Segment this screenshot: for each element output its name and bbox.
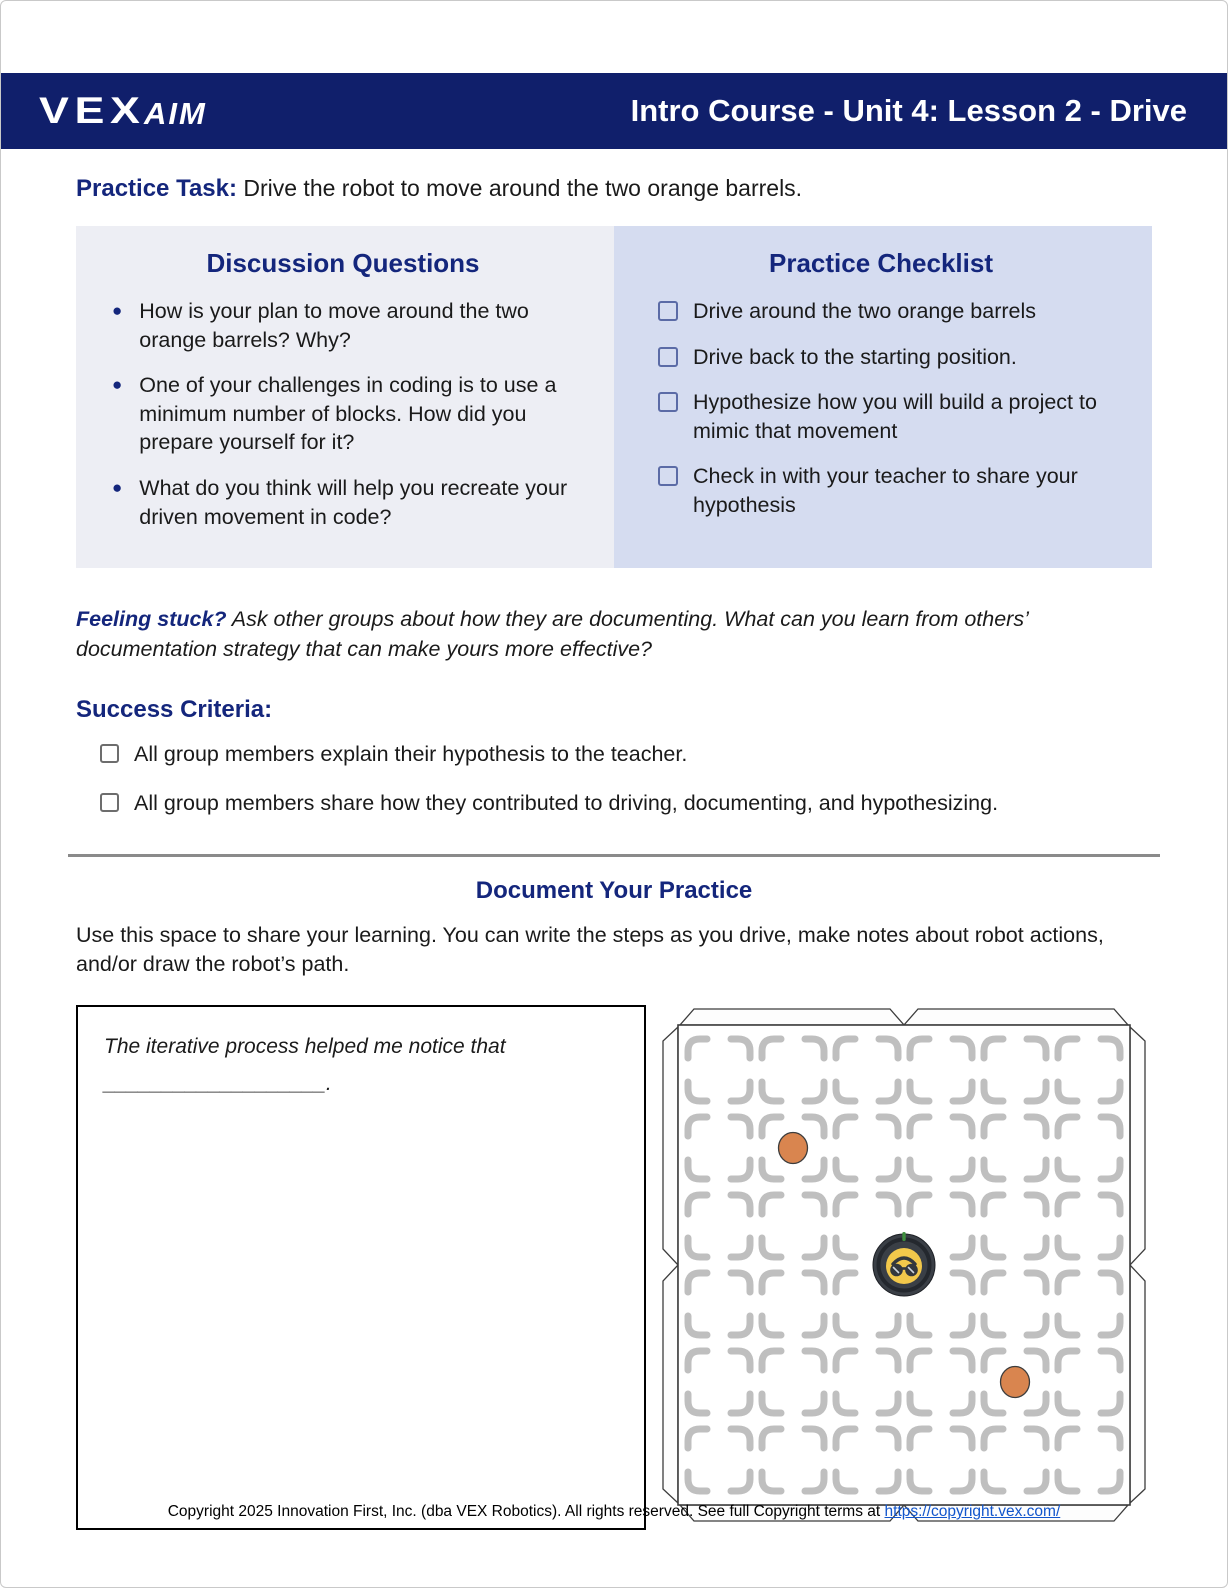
note-prompt-blank: ___________________. [104,1071,332,1095]
vex-logo-text: VEX [39,90,146,131]
practice-checklist-list [636,297,1126,520]
vex-aim-logo [39,89,207,134]
practice-task-label: Practice Task: [76,175,237,202]
bullet-icon [112,474,122,531]
discussion-question-text: How is your plan to move around the two orange barrels? Why? [139,299,529,352]
checklist-item-text: Hypothesize how you will build a project to mimic that movement [693,390,1097,443]
practice-task [76,175,1152,203]
checklist-item-text: Drive back to the starting position. [693,344,1017,369]
practice-task-text: Drive the robot to move around the two orange barrels. [243,175,803,201]
panels-row [76,226,1152,568]
checkbox-icon[interactable] [100,744,119,763]
discussion-questions-panel [76,226,614,568]
discussion-question-text: One of your challenges in coding is to use a minimum number of blocks. How did you prepare yourself for it? [139,373,557,455]
checkbox-icon[interactable] [658,392,678,412]
success-criteria-title: Success Criteria: [76,696,273,724]
header-bar [1,73,1227,149]
discussion-question-text: What do you think will help you recreate your driven movement in code? [139,475,568,529]
success-criteria-item [100,740,1152,769]
copyright-footer [1,1503,1227,1521]
success-criteria-item [100,789,1152,818]
success-criteria-text: All group members share how they contributed to driving, documenting, and hypothesizing. [134,790,999,815]
practice-checklist-panel [614,226,1152,568]
bullet-icon [112,371,122,457]
feeling-stuck-text: Ask other groups about how they are documenting. What can you learn from others’ documentation strategy that can make yours more effective? [76,607,1028,662]
checkbox-icon[interactable] [658,466,678,486]
discussion-questions-list [98,297,588,531]
documentation-row [76,1005,1152,1530]
success-criteria-list [76,740,1152,817]
checkbox-icon[interactable] [100,793,119,812]
discussion-question-item [112,474,588,531]
notes-writing-box[interactable] [76,1005,646,1530]
document-your-practice-intro: Use this space to share your learning. You can write the steps as you drive, make notes about robot actions, and/or draw the robot’s path. [76,922,1104,977]
checklist-item [658,462,1126,519]
field-diagram [659,1005,1149,1530]
vex-field-illustration [659,1005,1149,1525]
checklist-item [658,297,1126,326]
feeling-stuck-note [76,604,1152,664]
copyright-link[interactable]: https://copyright.vex.com/ [884,1503,1061,1520]
checkbox-icon[interactable] [658,347,678,367]
checklist-item-text: Drive around the two orange barrels [693,299,1036,323]
section-divider [68,854,1160,857]
feeling-stuck-label: Feeling stuck? [76,607,227,632]
checklist-item [658,343,1126,372]
note-prompt [104,1029,618,1103]
discussion-question-item [112,297,588,354]
practice-checklist-title: Practice Checklist [768,248,993,278]
note-prompt-line1: The iterative process helped me notice that [104,1034,506,1058]
bullet-icon [112,297,122,354]
success-criteria-text: All group members explain their hypothesis to the teacher. [134,742,688,767]
document-your-practice-title: Document Your Practice [475,876,753,904]
checklist-item [658,388,1126,445]
aim-logo-text: AIM [144,95,207,131]
copyright-text: Copyright 2025 Innovation First, Inc. (dba VEX Robotics). All rights reserved. See full Copyright terms at [167,1503,885,1520]
discussion-questions-title: Discussion Questions [206,248,480,278]
page-title: Intro Course - Unit 4: Lesson 2 - Drive [630,93,1187,128]
checkbox-icon[interactable] [658,301,678,321]
success-criteria-section [76,696,1152,817]
checklist-item-text: Check in with your teacher to share your hypothesis [693,464,1078,517]
discussion-question-item [112,371,588,457]
